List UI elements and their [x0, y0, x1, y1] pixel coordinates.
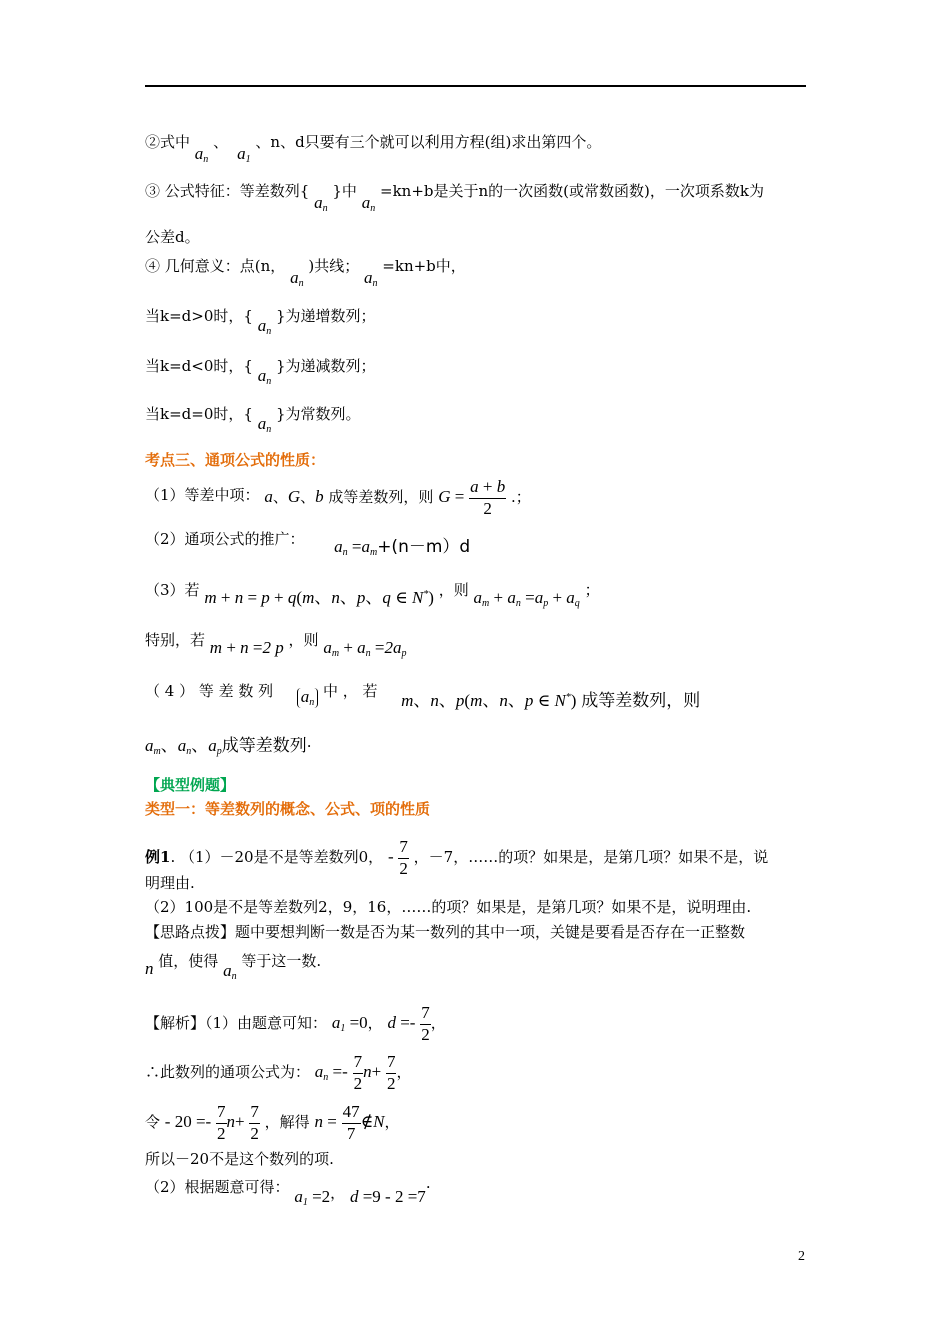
property-generalized-formula: （2）通项公式的推广： $a_n =a_m+(n-m)d$ — [145, 530, 471, 558]
solution-line5: （2）根据题意可得： $a_1 =2$， d =9 - 2 =7· — [145, 1178, 431, 1208]
example1-hint: 【思路点拨】题中要想判断一数是否为某一数列的其中一项，关键是要看是否存在一正整数 — [145, 923, 746, 941]
example1-question1-tail: 明理由. — [145, 874, 195, 892]
solution-line2: ∴此数列的通项公式为： $a_n$ =- $\frac{7}{2}$ n+ $\frac{7}{2}$ ， — [145, 1052, 412, 1093]
solution-line3: 令 - 20 =- $\frac{7}{2}$ n+ $\frac{7}{2}$ ，解得 n = $\frac{47}{7}$ ∉N， — [145, 1102, 400, 1143]
solution-line1: 【解析】（1）由题意可知： $a_1 =0$， d =- $\frac{7}{2}$ ， — [145, 1003, 446, 1044]
line-common-difference: 公差d。 — [145, 228, 200, 246]
type1-heading: 类型一：等差数列的概念、公式、项的性质 — [145, 800, 431, 818]
line-increasing: 当k=d>0时，{ $a_n$ }为递增数列； — [145, 307, 376, 337]
example1-question2: （2）100是不是等差数列2，9，16，……的项？如果是，是第几项？如果不是，说明理由. — [145, 898, 752, 916]
page-number: 2 — [798, 1249, 805, 1264]
section-heading-properties: 考点三、通项公式的性质： — [145, 451, 326, 469]
property-arithmetic-mean: （1）等差中项： a、G、b 成等差数列，则 G = $\frac{a + b}{2}$ .； — [145, 477, 531, 518]
property-subsequence-result: $a_m$、$a_n$、$a_p$成等差数列· — [145, 736, 312, 757]
header-rule — [145, 85, 806, 87]
property-subsequence: （ 4 ） 等 差 数 列 $a_n$ 中 ， 若 m、n、p(m、n、p ∈ N*) 成等差数列，则 — [145, 682, 701, 711]
line-geometric-meaning: ④ 几何意义：点(n， $a_n$ )共线； $a_n =kn+b$中， — [145, 257, 466, 289]
property-index-sum-special: 特别，若 m + n =2 p ，则 $a_m + a_n =2a_p$ — [145, 631, 407, 659]
example1-question1: 例1. （1）－20是不是等差数列0， - $\frac{7}{2}$ ，－7，……的项？如果是，是第几项？如果不是，说 — [145, 837, 769, 878]
line-decreasing: 当k=d<0时，{ $a_n$ }为递减数列； — [145, 357, 376, 387]
examples-heading: 【典型例题】 — [145, 776, 236, 794]
line-formula-feature: ③ 公式特征：等差数列{ $a_n$ }中 $a_n =kn+b$是关于n的一次函数(或常数函数)，一次项系数k为 — [145, 182, 764, 214]
example1-hint-tail: n 值，使得 $a_n$ 等于这一数. — [145, 952, 322, 982]
solution-line4: 所以－20不是这个数列的项. — [145, 1150, 334, 1168]
property-index-sum: （3）若 m + n = p + q(m、n、p、q ∈ N*) ，则 $a_m + a_n =a_p + a_q$ ； — [145, 581, 600, 609]
line-constant: 当k=d=0时，{ $a_n$ }为常数列。 — [145, 405, 361, 435]
line-formula-params: ②式中 $a_n$ 、 $a_1$ 、n、d只要有三个就可以利用方程(组)求出第四个。 — [145, 133, 602, 165]
